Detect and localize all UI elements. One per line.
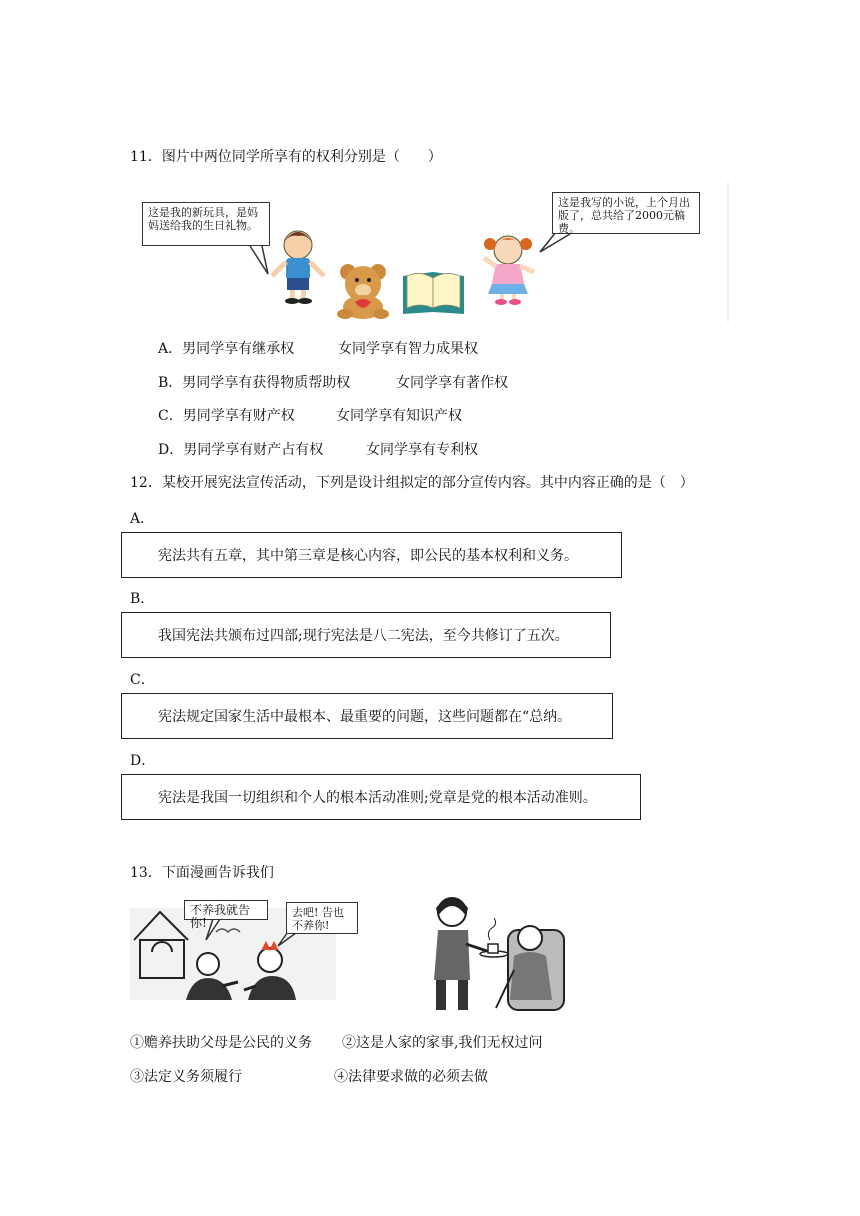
q13-statement-4: ④法律要求做的必须去做 bbox=[334, 1069, 488, 1085]
q11-option-b: B．男同学享有获得物质帮助权 bbox=[158, 375, 351, 391]
q11-option-b-right: 女同学享有著作权 bbox=[396, 375, 508, 391]
q12-option-a-text: 宪法共有五章，其中第三章是核心内容，即公民的基本权利和义务。 bbox=[158, 548, 578, 564]
q12-stem: 12．某校开展宪法宣传活动，下列是设计组拟定的部分宣传内容。其中内容正确的是（ ） bbox=[130, 475, 694, 491]
q11-stem: 11．图片中两位同学所享有的权利分别是（ ） bbox=[130, 149, 442, 165]
son-speech-bubble: 去吧! 告也不养你! bbox=[286, 902, 358, 934]
q11-option-a: A．男同学享有继承权 bbox=[158, 341, 295, 357]
q11-option-d: D．男同学享有财产占有权 bbox=[158, 442, 324, 458]
q11-option-c-right: 女同学享有知识产权 bbox=[336, 408, 462, 424]
q12-option-b-letter: B． bbox=[130, 591, 155, 607]
q12-option-d-text: 宪法是我国一切组织和个人的根本活动准则;党章是党的根本活动准则。 bbox=[158, 790, 597, 806]
q13-statement-1: ①赡养扶助父母是公民的义务 bbox=[130, 1035, 312, 1051]
q12-option-a-letter: A． bbox=[130, 511, 155, 527]
q12-option-c-text: 宪法规定国家生活中最根本、最重要的问题，这些问题都在“总纳。 bbox=[158, 709, 572, 725]
q11-option-a-right: 女同学享有智力成果权 bbox=[338, 341, 478, 357]
q13-statement-2: ②这是人家的家事,我们无权过问 bbox=[342, 1035, 543, 1051]
q11-option-c: C．男同学享有财产权 bbox=[158, 408, 295, 424]
q12-option-d-letter: D． bbox=[130, 753, 156, 769]
elder-figure bbox=[496, 926, 564, 1010]
boy-speech-bubble: 这是我的新玩具，是妈妈送给我的生日礼物。 bbox=[142, 202, 270, 246]
q11-option-d-right: 女同学享有专利权 bbox=[366, 442, 478, 458]
q12-option-b-text: 我国宪法共颁布过四部;现行宪法是八二宪法，至今共修订了五次。 bbox=[158, 628, 569, 644]
girl-speech-bubble: 这是我写的小说，上个月出版了，总共给了2000元稿费。 bbox=[552, 192, 700, 234]
father-speech-bubble: 不养我就告你! bbox=[184, 900, 268, 920]
q13-stem: 13．下面漫画告诉我们 bbox=[130, 865, 274, 881]
q13-statement-3: ③法定义务须履行 bbox=[130, 1069, 242, 1085]
q12-option-c-letter: C． bbox=[130, 672, 155, 688]
caregiver-figure bbox=[434, 898, 508, 1010]
